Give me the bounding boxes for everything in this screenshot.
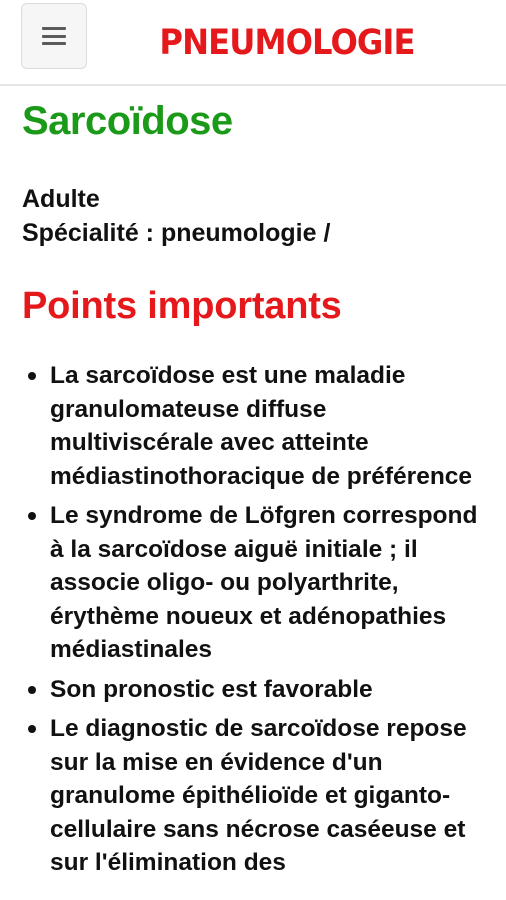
list-item-text: Le syndrome de Löfgren correspond à la sarcoïdose aiguë initiale ; il associe oligo- ou polyarthrite, érythème noueux et adénopathies médiastinales — [50, 502, 478, 663]
list-item — [22, 712, 492, 880]
section-title: Points importants — [22, 285, 342, 327]
article-content — [22, 88, 492, 886]
brand-logo-text[interactable]: PNEUMOLOGIE — [159, 23, 415, 63]
bullet-icon — [28, 512, 36, 520]
hamburger-menu-icon — [42, 27, 66, 45]
bullet-icon — [28, 686, 36, 694]
list-item — [22, 499, 492, 667]
bullet-icon — [28, 372, 36, 380]
population-label: Adulte — [22, 185, 100, 213]
menu-button[interactable] — [21, 3, 87, 69]
list-item — [22, 673, 492, 707]
article-meta — [22, 182, 492, 250]
page-title: Sarcoïdose — [22, 99, 233, 143]
list-item — [22, 359, 492, 493]
list-item-text: La sarcoïdose est une maladie granulomateuse diffuse multiviscérale avec atteinte médiastinothoracique de préférence — [50, 362, 473, 490]
list-item-text: Le diagnostic de sarcoïdose repose sur la mise en évidence d'un granulome épithélioïde et giganto-cellulaire sans nécrose caséeuse et sur l'élimination des — [50, 715, 467, 876]
bullet-icon — [28, 725, 36, 733]
list-item-text: Son pronostic est favorable — [50, 675, 373, 703]
specialty-label: Spécialité : pneumologie / — [22, 219, 331, 247]
top-navigation-bar — [0, 0, 506, 86]
important-points-list — [22, 359, 492, 880]
